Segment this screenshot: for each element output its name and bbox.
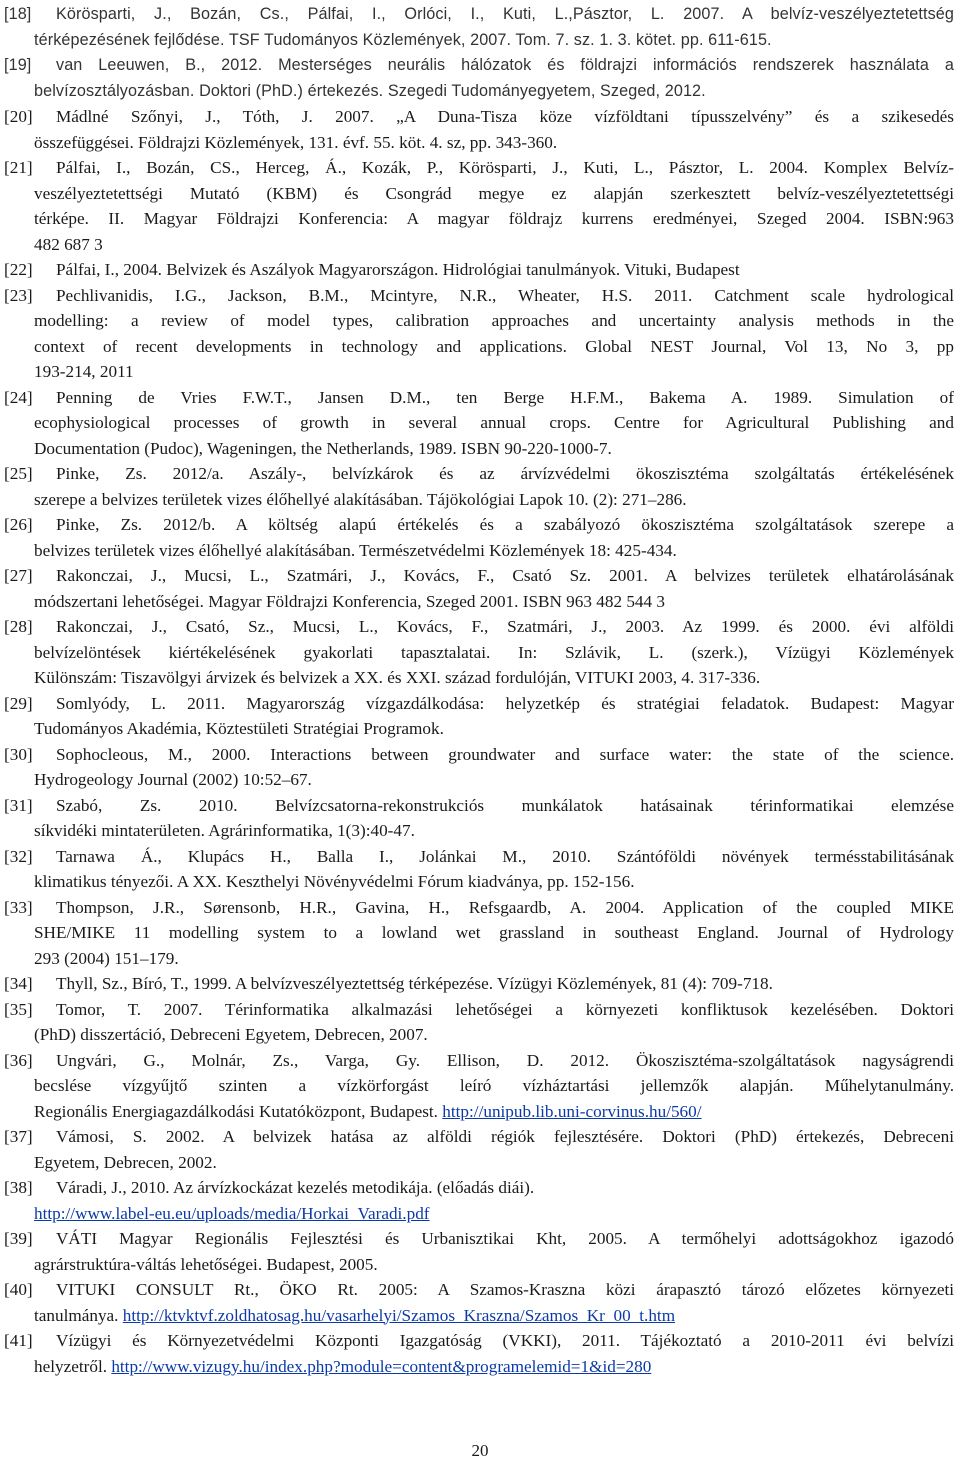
reference-line	[4, 410, 954, 436]
reference-line	[4, 742, 954, 768]
reference-line-text: Körösparti, J., Bozán, Cs., Pálfai, I., Orlóci, I., Kuti, L.,Pásztor, L. 2007. A belvíz-veszélyeztetettség	[56, 5, 954, 23]
reference-list	[4, 2, 954, 1379]
reference-text	[4, 512, 954, 563]
reference-text	[4, 461, 954, 512]
reference-line	[4, 538, 954, 564]
reference-line-text: Pinke, Zs. 2012/b. A költség alapú értékelés és a szabályozó ökoszisztéma szolgáltatások szerepe a	[56, 515, 954, 534]
reference-line-text: Pálfai, I., Bozán, CS., Herceg, Á., Kozák, P., Körösparti, J., Kuti, L., Pásztor, L. 2004. Komplex Belvíz-	[56, 158, 954, 177]
reference-line	[4, 512, 954, 538]
reference-line	[4, 28, 954, 54]
reference-line-text: Penning de Vries F.W.T., Jansen D.M., ten Berge H.F.M., Bakema A. 1989. Simulation of	[56, 387, 954, 407]
reference-line	[4, 793, 954, 819]
reference-entry: [22] Pálfai, I., 2004. Belvizek és Aszályok Magyarországon. Hidrológiai tanulmányok. Vituki, Budapest	[4, 257, 954, 283]
reference-line	[4, 155, 954, 181]
reference-line-text: Váradi, J., 2010. Az árvízkockázat kezelés metodikája. (előadás diái).	[56, 1178, 535, 1197]
reference-line-text: context of recent developments in technology and applications. Global NEST Journal, Vol 13, No 3, pp	[34, 336, 954, 356]
reference-line-text: Ungvári, G., Molnár, Zs., Varga, Gy. Ellison, D. 2012. Ökoszisztéma-szolgáltatások nagyságrendi	[56, 1050, 954, 1070]
reference-line	[4, 946, 954, 972]
reference-line	[4, 1099, 954, 1125]
reference-line	[4, 691, 954, 717]
reference-line	[4, 359, 954, 385]
reference-line	[4, 308, 954, 334]
reference-line-text: belvízelöntések kiértékelésének gyakorlati tapasztalatai. In: Szlávik, L. (szerk.), Vízügyi Közlemények	[34, 642, 954, 662]
reference-text	[4, 155, 954, 257]
reference-line-text: tanulmánya.	[34, 1305, 123, 1325]
reference-link[interactable]: http://ktvktvf.zoldhatosag.hu/vasarhelyi/Szamos_Kraszna/Szamos_Kr_00_t.htm	[122, 1305, 676, 1325]
reference-line-text: Thompson, J.R., Sørensonb, H.R., Gavina, H., Refsgaardb, A. 2004. Application of the coupled MIKE	[56, 897, 954, 917]
reference-line-text: helyzetről.	[34, 1356, 112, 1376]
reference-line-text: SHE/MIKE 11 modelling system to a lowland wet grassland in southeast England. Journal of Hydrology	[34, 923, 954, 942]
page-number: 20	[471, 1441, 489, 1460]
reference-text	[4, 1328, 954, 1379]
reference-entry: [28] Rakonczai, J., Csató, Sz., Mucsi, L., Kovács, F., Szatmári, J., 2003. Az 1999. és 2000. évi alföldi belvízelöntések kiértékelésének gyakorlati tapasztalatai. In: Szlávik, L. (szerk.), Vízügyi Közlemények Különszám: Tiszavölgyi árvizek és belvizek a XX. és XXI. század fordulóján, VITUKI 2003, 4. 317-336.	[4, 614, 954, 691]
reference-text	[4, 385, 954, 462]
reference-entry: [29] Somlyódy, L. 2011. Magyarország vízgazdálkodása: helyzetkép és stratégiai feladatok. Budapest: Magyar Tudományos Akadémia, Köztestületi Stratégiai Programok.	[4, 691, 954, 742]
reference-text	[4, 53, 954, 104]
reference-line	[4, 1277, 954, 1303]
reference-line	[4, 232, 954, 258]
reference-text	[4, 1124, 954, 1175]
reference-text	[4, 895, 954, 972]
reference-entry: [21] Pálfai, I., Bozán, CS., Herceg, Á., Kozák, P., Körösparti, J., Kuti, L., Pásztor, L. 2004. Komplex Belvíz- veszélyeztetettségi Mutató (KBM) és Csongrád megye ez alapján szerkesztett belvíz-veszélyeztetettségi térképe. II. Magyar Földrajzi Konferencia: A magyar földrajz kurrens eredményei, Szeged 2004. ISBN:963 482 687 3	[4, 155, 954, 257]
reference-entry: [18] Körösparti, J., Bozán, Cs., Pálfai, I., Orlóci, I., Kuti, L.,Pásztor, L. 2007. A belvíz-veszélyeztetettség térképezésének fejlődése. TSF Tudományos Közlemények, 2007. Tom. 7. sz. 1. 3. kötet. pp. 611-615.	[4, 2, 954, 53]
reference-entry: [34] Thyll, Sz., Bíró, T., 1999. A belvízveszélyeztettség térképezése. Vízügyi Közlemények, 81 (4): 709-718.	[4, 971, 954, 997]
reference-line-text: becslése vízgyűjtő szinten a vízkörforgást leíró vízháztartási jellemzők alapján. Műhelytanulmány.	[34, 1076, 954, 1095]
reference-line	[4, 79, 954, 105]
reference-line-text: Somlyódy, L. 2011. Magyarország vízgazdálkodása: helyzetkép és stratégiai feladatok. Budapest: Magyar	[56, 693, 954, 713]
reference-line-text: VITUKI CONSULT Rt., ÖKO Rt. 2005: A Szamos-Kraszna közi árapasztó tározó előzetes környezeti	[56, 1280, 954, 1299]
reference-line-text: Tarnawa Á., Klupács H., Balla I., Jolánkai M., 2010. Szántóföldi növények termésstabilitásának	[56, 846, 954, 866]
reference-text	[4, 283, 954, 385]
reference-entry: [23] Pechlivanidis, I.G., Jackson, B.M., Mcintyre, N.R., Wheater, H.S. 2011. Catchment scale hydrological modelling: a review of model types, calibration approaches and uncertainty analysis methods in the context of recent developments in technology and applications. Global NEST Journal, Vol 13, No 3, pp 193-214, 2011	[4, 283, 954, 385]
reference-line	[4, 1201, 954, 1227]
reference-line-text: van Leeuwen, B., 2012. Mesterséges neurális hálózatok és földrajzi információs rendszerek használata a	[56, 56, 954, 74]
reference-entry: [38] Váradi, J., 2010. Az árvízkockázat kezelés metodikája. (előadás diái). http://www.label-eu.eu/uploads/media/Horkai_Varadi.pdf	[4, 1175, 954, 1226]
reference-entry: [35] Tomor, T. 2007. Térinformatika alkalmazási lehetőségei a környezeti konfliktusok kezelésében. Doktori (PhD) disszertáció, Debreceni Egyetem, Debrecen, 2007.	[4, 997, 954, 1048]
reference-text	[4, 793, 954, 844]
reference-text	[4, 257, 954, 283]
reference-line-text: Különszám: Tiszavölgyi árvizek és belvizek a XX. és XXI. század fordulóján, VITUKI 2003, 4. 317-336.	[34, 668, 761, 687]
reference-line-text: Hydrogeology Journal (2002) 10:52–67.	[34, 770, 312, 789]
reference-line-text: Regionális Energiagazdálkodási Kutatóközpont, Budapest.	[34, 1101, 443, 1121]
reference-link[interactable]: http://www.label-eu.eu/uploads/media/Horkai_Varadi.pdf	[34, 1203, 430, 1223]
reference-line-text: Pinke, Zs. 2012/a. Aszály-, belvízkárok és az árvízvédelmi ökoszisztéma szolgáltatás értékelésének	[56, 464, 954, 483]
reference-line	[4, 104, 954, 130]
reference-line-text: Tomor, T. 2007. Térinformatika alkalmazási lehetőségei a környezeti konfliktusok kezelésében. Doktori	[56, 999, 954, 1019]
reference-line	[4, 716, 954, 742]
reference-line	[4, 53, 954, 79]
reference-line-text: 193-214, 2011	[34, 362, 134, 381]
reference-line-text: szerepe a belvizes területek vizes élőhellyé alakításában. Tájökológiai Lapok 10. (2): 271–286.	[34, 489, 687, 509]
reference-text	[4, 614, 954, 691]
reference-line-text: 293 (2004) 151–179.	[34, 948, 179, 968]
reference-entry: [33] Thompson, J.R., Sørensonb, H.R., Gavina, H., Refsgaardb, A. 2004. Application of the coupled MIKE SHE/MIKE 11 modelling system to a lowland wet grassland in southeast England. Journal of Hydrology 293 (2004) 151–179.	[4, 895, 954, 972]
reference-entry: [40] VITUKI CONSULT Rt., ÖKO Rt. 2005: A Szamos-Kraszna közi árapasztó tározó előzetes környezeti tanulmánya. http://ktvktvf.zoldhatosag.hu/vasarhelyi/Szamos_Kraszna/Szamos_Kr_00_t.htm	[4, 1277, 954, 1328]
reference-line	[4, 181, 954, 207]
reference-line	[4, 1048, 954, 1074]
reference-line	[4, 130, 954, 156]
reference-entry: [24] Penning de Vries F.W.T., Jansen D.M., ten Berge H.F.M., Bakema A. 1989. Simulation of ecophysiological processes of growth in several annual crops. Centre for Agricultural Publishing and Documentation (Pudoc), Wageningen, the Netherlands, 1989. ISBN 90-220-1000-7.	[4, 385, 954, 462]
reference-line	[4, 767, 954, 793]
reference-entry: [31] Szabó, Zs. 2010. Belvízcsatorna-rekonstrukciós munkálatok hatásainak térinformatikai elemzése síkvidéki mintaterületen. Agrárinformatika, 1(3):40-47.	[4, 793, 954, 844]
reference-line	[4, 1124, 954, 1150]
reference-line	[4, 385, 954, 411]
reference-line	[4, 1226, 954, 1252]
reference-line-text: térképe. II. Magyar Földrajzi Konferencia: A magyar földrajz kurrens eredményei, Szeged 2004. ISBN:963	[34, 209, 954, 228]
reference-line	[4, 1175, 954, 1201]
reference-line-text: síkvidéki mintaterületen. Agrárinformatika, 1(3):40-47.	[34, 821, 415, 840]
reference-line	[4, 665, 954, 691]
reference-entry: [37] Vámosi, S. 2002. A belvizek hatása az alföldi régiók fejlesztésére. Doktori (PhD) értekezés, Debreceni Egyetem, Debrecen, 2002.	[4, 1124, 954, 1175]
reference-text	[4, 2, 954, 53]
reference-line-text: Pechlivanidis, I.G., Jackson, B.M., Mcintyre, N.R., Wheater, H.S. 2011. Catchment scale hydrological	[56, 285, 954, 305]
reference-text	[4, 691, 954, 742]
reference-text	[4, 742, 954, 793]
reference-line-text: belvízosztályozásban. Doktori (PhD.) értekezés. Szegedi Tudományegyetem, Szeged, 2012.	[34, 81, 706, 100]
reference-line	[4, 563, 954, 589]
reference-line	[4, 1073, 954, 1099]
reference-line-text: térképezésének fejlődése. TSF Tudományos Közlemények, 2007. Tom. 7. sz. 1. 3. kötet. pp. 611-615.	[34, 30, 772, 49]
reference-entry: [30] Sophocleous, M., 2000. Interactions between groundwater and surface water: the state of the science. Hydrogeology Journal (2002) 10:52–67.	[4, 742, 954, 793]
reference-line-text: Rakonczai, J., Csató, Sz., Mucsi, L., Kovács, F., Szatmári, J., 2003. Az 1999. és 2000. évi alföldi	[56, 617, 954, 636]
reference-line	[4, 1252, 954, 1278]
reference-line	[4, 589, 954, 615]
reference-line	[4, 997, 954, 1023]
reference-text	[4, 1277, 954, 1328]
reference-line	[4, 614, 954, 640]
reference-text	[4, 844, 954, 895]
reference-text	[4, 104, 954, 155]
reference-line	[4, 206, 954, 232]
reference-line-text: Vámosi, S. 2002. A belvizek hatása az alföldi régiók fejlesztésére. Doktori (PhD) értekezés, Debreceni	[56, 1127, 954, 1146]
reference-line-text: belvizes területek vizes élőhellyé alakításában. Természetvédelmi Közlemények 18: 425-434.	[34, 540, 677, 560]
reference-line-text: Vízügyi és Környezetvédelmi Központi Igazgatóság (VKKI), 2011. Tájékoztató a 2010-2011 évi belvízi	[56, 1331, 954, 1350]
reference-text	[4, 1226, 954, 1277]
reference-line-text: (PhD) disszertáció, Debreceni Egyetem, Debrecen, 2007.	[34, 1025, 428, 1044]
reference-line-text: Rakonczai, J., Mucsi, L., Szatmári, J., Kovács, F., Csató Sz. 2001. A belvizes területek elhatárolásának	[56, 566, 954, 585]
reference-text	[4, 1048, 954, 1125]
reference-entry: [26] Pinke, Zs. 2012/b. A költség alapú értékelés és a szabályozó ökoszisztéma szolgáltatások szerepe a belvizes területek vizes élőhellyé alakításában. Természetvédelmi Közlemények 18: 425-434.	[4, 512, 954, 563]
reference-entry: [32] Tarnawa Á., Klupács H., Balla I., Jolánkai M., 2010. Szántóföldi növények termésstabilitásának klimatikus tényezői. A XX. Keszthelyi Növényvédelmi Fórum kiadványa, pp. 152-156.	[4, 844, 954, 895]
reference-line-text: VÁTI Magyar Regionális Fejlesztési és Urbanisztikai Kht, 2005. A termőhelyi adottságokhoz igazodó	[56, 1229, 954, 1248]
reference-line-text: Documentation (Pudoc), Wageningen, the Netherlands, 1989. ISBN 90-220-1000-7.	[34, 438, 612, 458]
reference-line-text: Tudományos Akadémia, Köztestületi Stratégiai Programok.	[34, 719, 444, 738]
reference-line-text: Egyetem, Debrecen, 2002.	[34, 1152, 217, 1172]
reference-line	[4, 818, 954, 844]
reference-line	[4, 1354, 954, 1380]
reference-line-text: 482 687 3	[34, 234, 103, 254]
reference-line	[4, 1328, 954, 1354]
reference-link[interactable]: http://www.vizugy.hu/index.php?module=content&programelemid=1&id=280	[111, 1356, 652, 1376]
reference-line	[4, 869, 954, 895]
reference-text	[4, 1175, 954, 1226]
reference-line-text: veszélyeztetettségi Mutató (KBM) és Csongrád megye ez alapján szerkesztett belvíz-veszélyeztetettségi	[34, 183, 954, 203]
reference-entry: [25] Pinke, Zs. 2012/a. Aszály-, belvízkárok és az árvízvédelmi ökoszisztéma szolgáltatás értékelésének szerepe a belvizes területek vizes élőhellyé alakításában. Tájökológiai Lapok 10. (2): 271–286.	[4, 461, 954, 512]
reference-line	[4, 334, 954, 360]
reference-entry: [27] Rakonczai, J., Mucsi, L., Szatmári, J., Kovács, F., Csató Sz. 2001. A belvizes területek elhatárolásának módszertani lehetőségei. Magyar Földrajzi Konferencia, Szeged 2001. ISBN 963 482 544 3	[4, 563, 954, 614]
reference-line-text: Mádlné Szőnyi, J., Tóth, J. 2007. „A Duna-Tisza köze vízföldtani típusszelvény” és a szikesedés	[56, 107, 954, 126]
reference-line	[4, 844, 954, 870]
reference-line-text: Thyll, Sz., Bíró, T., 1999. A belvízveszélyeztettség térképezése. Vízügyi Közlemények, 81 (4): 709-718.	[56, 974, 773, 993]
reference-line	[4, 1303, 954, 1329]
reference-entry: [20] Mádlné Szőnyi, J., Tóth, J. 2007. „A Duna-Tisza köze vízföldtani típusszelvény” és a szikesedés összefüggései. Földrajzi Közlemények, 131. évf. 55. köt. 4. sz, pp. 343-360.	[4, 104, 954, 155]
reference-line	[4, 895, 954, 921]
reference-link[interactable]: http://unipub.lib.uni-corvinus.hu/560/	[442, 1101, 702, 1121]
reference-line	[4, 640, 954, 666]
reference-line-text: ecophysiological processes of growth in several annual crops. Centre for Agricultural Publishing and	[34, 413, 954, 432]
reference-line	[4, 920, 954, 946]
reference-line	[4, 1150, 954, 1176]
reference-text	[4, 971, 954, 997]
reference-line	[4, 257, 954, 283]
reference-line	[4, 487, 954, 513]
reference-line-text: Szabó, Zs. 2010. Belvízcsatorna-rekonstrukciós munkálatok hatásainak térinformatikai elemzése	[56, 795, 954, 815]
reference-line-text: Pálfai, I., 2004. Belvizek és Aszályok Magyarországon. Hidrológiai tanulmányok. Vituki, Budapest	[56, 260, 740, 279]
reference-entry: [19] van Leeuwen, B., 2012. Mesterséges neurális hálózatok és földrajzi információs rendszerek használata a belvízosztályozásban. Doktori (PhD.) értekezés. Szegedi Tudományegyetem, Szeged, 2012.	[4, 53, 954, 104]
reference-line	[4, 461, 954, 487]
reference-line	[4, 436, 954, 462]
reference-entry: [41] Vízügyi és Környezetvédelmi Központi Igazgatóság (VKKI), 2011. Tájékoztató a 2010-2011 évi belvízi helyzetről. http://www.vizugy.hu/index.php?module=content&programelemid=1&id=280	[4, 1328, 954, 1379]
reference-line-text: modelling: a review of model types, calibration approaches and uncertainty analysis methods in the	[34, 311, 954, 330]
reference-line-text: klimatikus tényezői. A XX. Keszthelyi Növényvédelmi Fórum kiadványa, pp. 152-156.	[34, 872, 635, 891]
reference-line-text: módszertani lehetőségei. Magyar Földrajzi Konferencia, Szeged 2001. ISBN 963 482 544 3	[34, 591, 666, 611]
reference-entry: [36] Ungvári, G., Molnár, Zs., Varga, Gy. Ellison, D. 2012. Ökoszisztéma-szolgáltatások nagyságrendi becslése vízgyűjtő szinten a vízkörforgást leíró vízháztartási jellemzők alapján. Műhelytanulmány. Regionális Energiagazdálkodási Kutatóközpont, Budapest. http://unipub.lib.uni-corvinus.hu/560/	[4, 1048, 954, 1125]
reference-line-text: összefüggései. Földrajzi Közlemények, 131. évf. 55. köt. 4. sz, pp. 343-360.	[34, 132, 558, 152]
reference-text	[4, 563, 954, 614]
reference-line	[4, 283, 954, 309]
reference-line-text: agrárstruktúra-váltás lehetőségei. Budapest, 2005.	[34, 1254, 378, 1274]
reference-text	[4, 997, 954, 1048]
reference-entry: [39] VÁTI Magyar Regionális Fejlesztési és Urbanisztikai Kht, 2005. A termőhelyi adottságokhoz igazodó agrárstruktúra-váltás lehetőségei. Budapest, 2005.	[4, 1226, 954, 1277]
reference-line	[4, 2, 954, 28]
reference-line-text: Sophocleous, M., 2000. Interactions between groundwater and surface water: the state of the science.	[56, 744, 954, 764]
reference-line	[4, 1022, 954, 1048]
reference-line	[4, 971, 954, 997]
